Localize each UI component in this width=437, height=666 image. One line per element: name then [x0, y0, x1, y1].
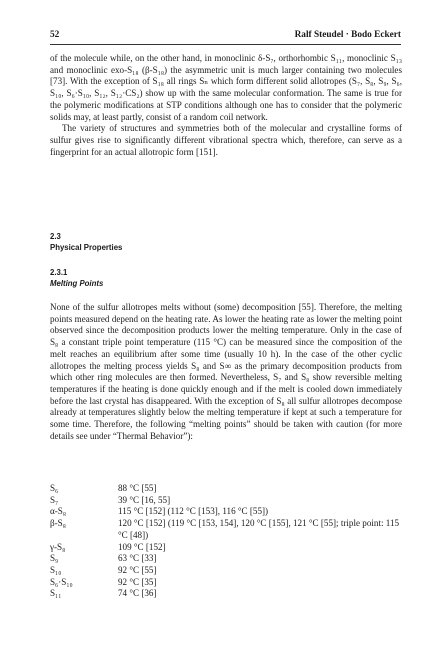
- melting-point-row: [50, 495, 402, 507]
- melting-point-row: [50, 553, 402, 565]
- melting-point-row: [50, 565, 402, 577]
- subsection-title: Melting Points: [50, 278, 104, 288]
- section-heading: [50, 232, 402, 253]
- melting-point-row: [50, 483, 402, 495]
- melting-point-row: [50, 542, 402, 554]
- melting-point-row: [50, 506, 402, 518]
- melting-value: 120 °C [152] (119 °C [153, 154], 120 °C [155], 121 °C [55]; triple point: 115 °C [48]): [118, 518, 400, 540]
- paragraph-1-block: [50, 53, 402, 158]
- subsection-heading: [50, 268, 402, 289]
- section-title: Physical Properties: [50, 242, 123, 252]
- melting-point-row: [50, 518, 402, 541]
- melting-value: 115 °C [152] (112 °C [153], 116 °C [55]): [118, 506, 269, 517]
- melting-point-row: [50, 577, 402, 589]
- allotrope-name: γ-S₈: [50, 541, 66, 552]
- header-rule: [50, 44, 401, 45]
- paragraph-1: of the molecule while, on the other hand, in monoclinic δ-S₇, orthorhombic S₁₁, monoclinic S₁₃ and monoclinic exo-S₁₈ (β-S₁₈) the asymmetric unit is much larger containing two molecules [73]. With the exception of S₁₈ all rings Sₙ which form different solid allotropes (S₇, S₈, S₉, S₆, S₁₀, S₆·S₁₀, S₁₂, S₁₂·CS₂) show up with the same molecular conformation. The same is true for the polymeric modifications at STP conditions although one has to consider that the polymeric solids may, at least partly, consist of a random coil network.: [50, 53, 402, 122]
- subsection-number: 2.3.1: [50, 268, 68, 277]
- paragraph-2: The variety of structures and symmetries both of the molecular and crystalline forms of sulfur gives rise to significantly different vibrational spectra which, therefore, can serve as a fingerprint for an actual allotropic form [151].: [50, 123, 402, 157]
- melting-value: 92 °C [55]: [118, 564, 157, 575]
- melting-point-row: [50, 588, 402, 600]
- running-authors: Ralf Steudel · Bodo Eckert: [294, 30, 401, 40]
- allotrope-name: S₆: [50, 483, 59, 493]
- allotrope-name: β-S₈: [50, 518, 66, 529]
- paragraph-3: None of the sulfur allotropes melts without (some) decomposition [55]. Therefore, the melting points measured depend on the heating rate. As lower the heating rate as lower the melting point observed since the decomposition products lower the melting temperature. Only in the case of S₈ a constant triple point temperature (115 °C) can be measured since the composition of the melt reaches an equilibrium after some time (usually 10 h). In the case of the other cyclic allotropes the melting process yields S₈ and S∞ as the primary decomposition products from which other ring molecules are then formed. Nevertheless, S₇ and S₈ show reversible melting temperatures if the heating is done quickly enough and if the melt is cooled down immediately before the last crystal has disappeared. With the exception of S₈ all sulfur allotropes decompose already at temperatures slightly below the melting temperature if kept at such a temperature for some time. Therefore, the following “melting points” should be taken with caution (for more details see under “Thermal Behavior”):: [50, 302, 402, 441]
- melting-value: 74 °C [36]: [118, 588, 157, 599]
- allotrope-name: α-S₈: [50, 506, 67, 517]
- allotrope-name: S₆·S₁₀: [50, 576, 73, 587]
- page-number: 52: [50, 30, 60, 40]
- allotrope-name: S₉: [50, 553, 59, 564]
- melting-value: 92 °C [35]: [118, 576, 157, 587]
- section-number: 2.3: [50, 232, 61, 241]
- melting-value: 63 °C [33]: [118, 553, 157, 564]
- allotrope-name: S₁₁: [50, 588, 62, 599]
- melting-value: 109 °C [152]: [118, 541, 166, 552]
- melting-value: 39 °C [16, 55]: [118, 494, 171, 505]
- melting-value: 88 °C [55]: [118, 483, 157, 493]
- running-header: [50, 30, 401, 44]
- melting-points-list: [50, 483, 402, 600]
- allotrope-name: S₁₀: [50, 564, 62, 575]
- allotrope-name: S₇: [50, 494, 59, 505]
- paragraph-3-block: [50, 302, 402, 442]
